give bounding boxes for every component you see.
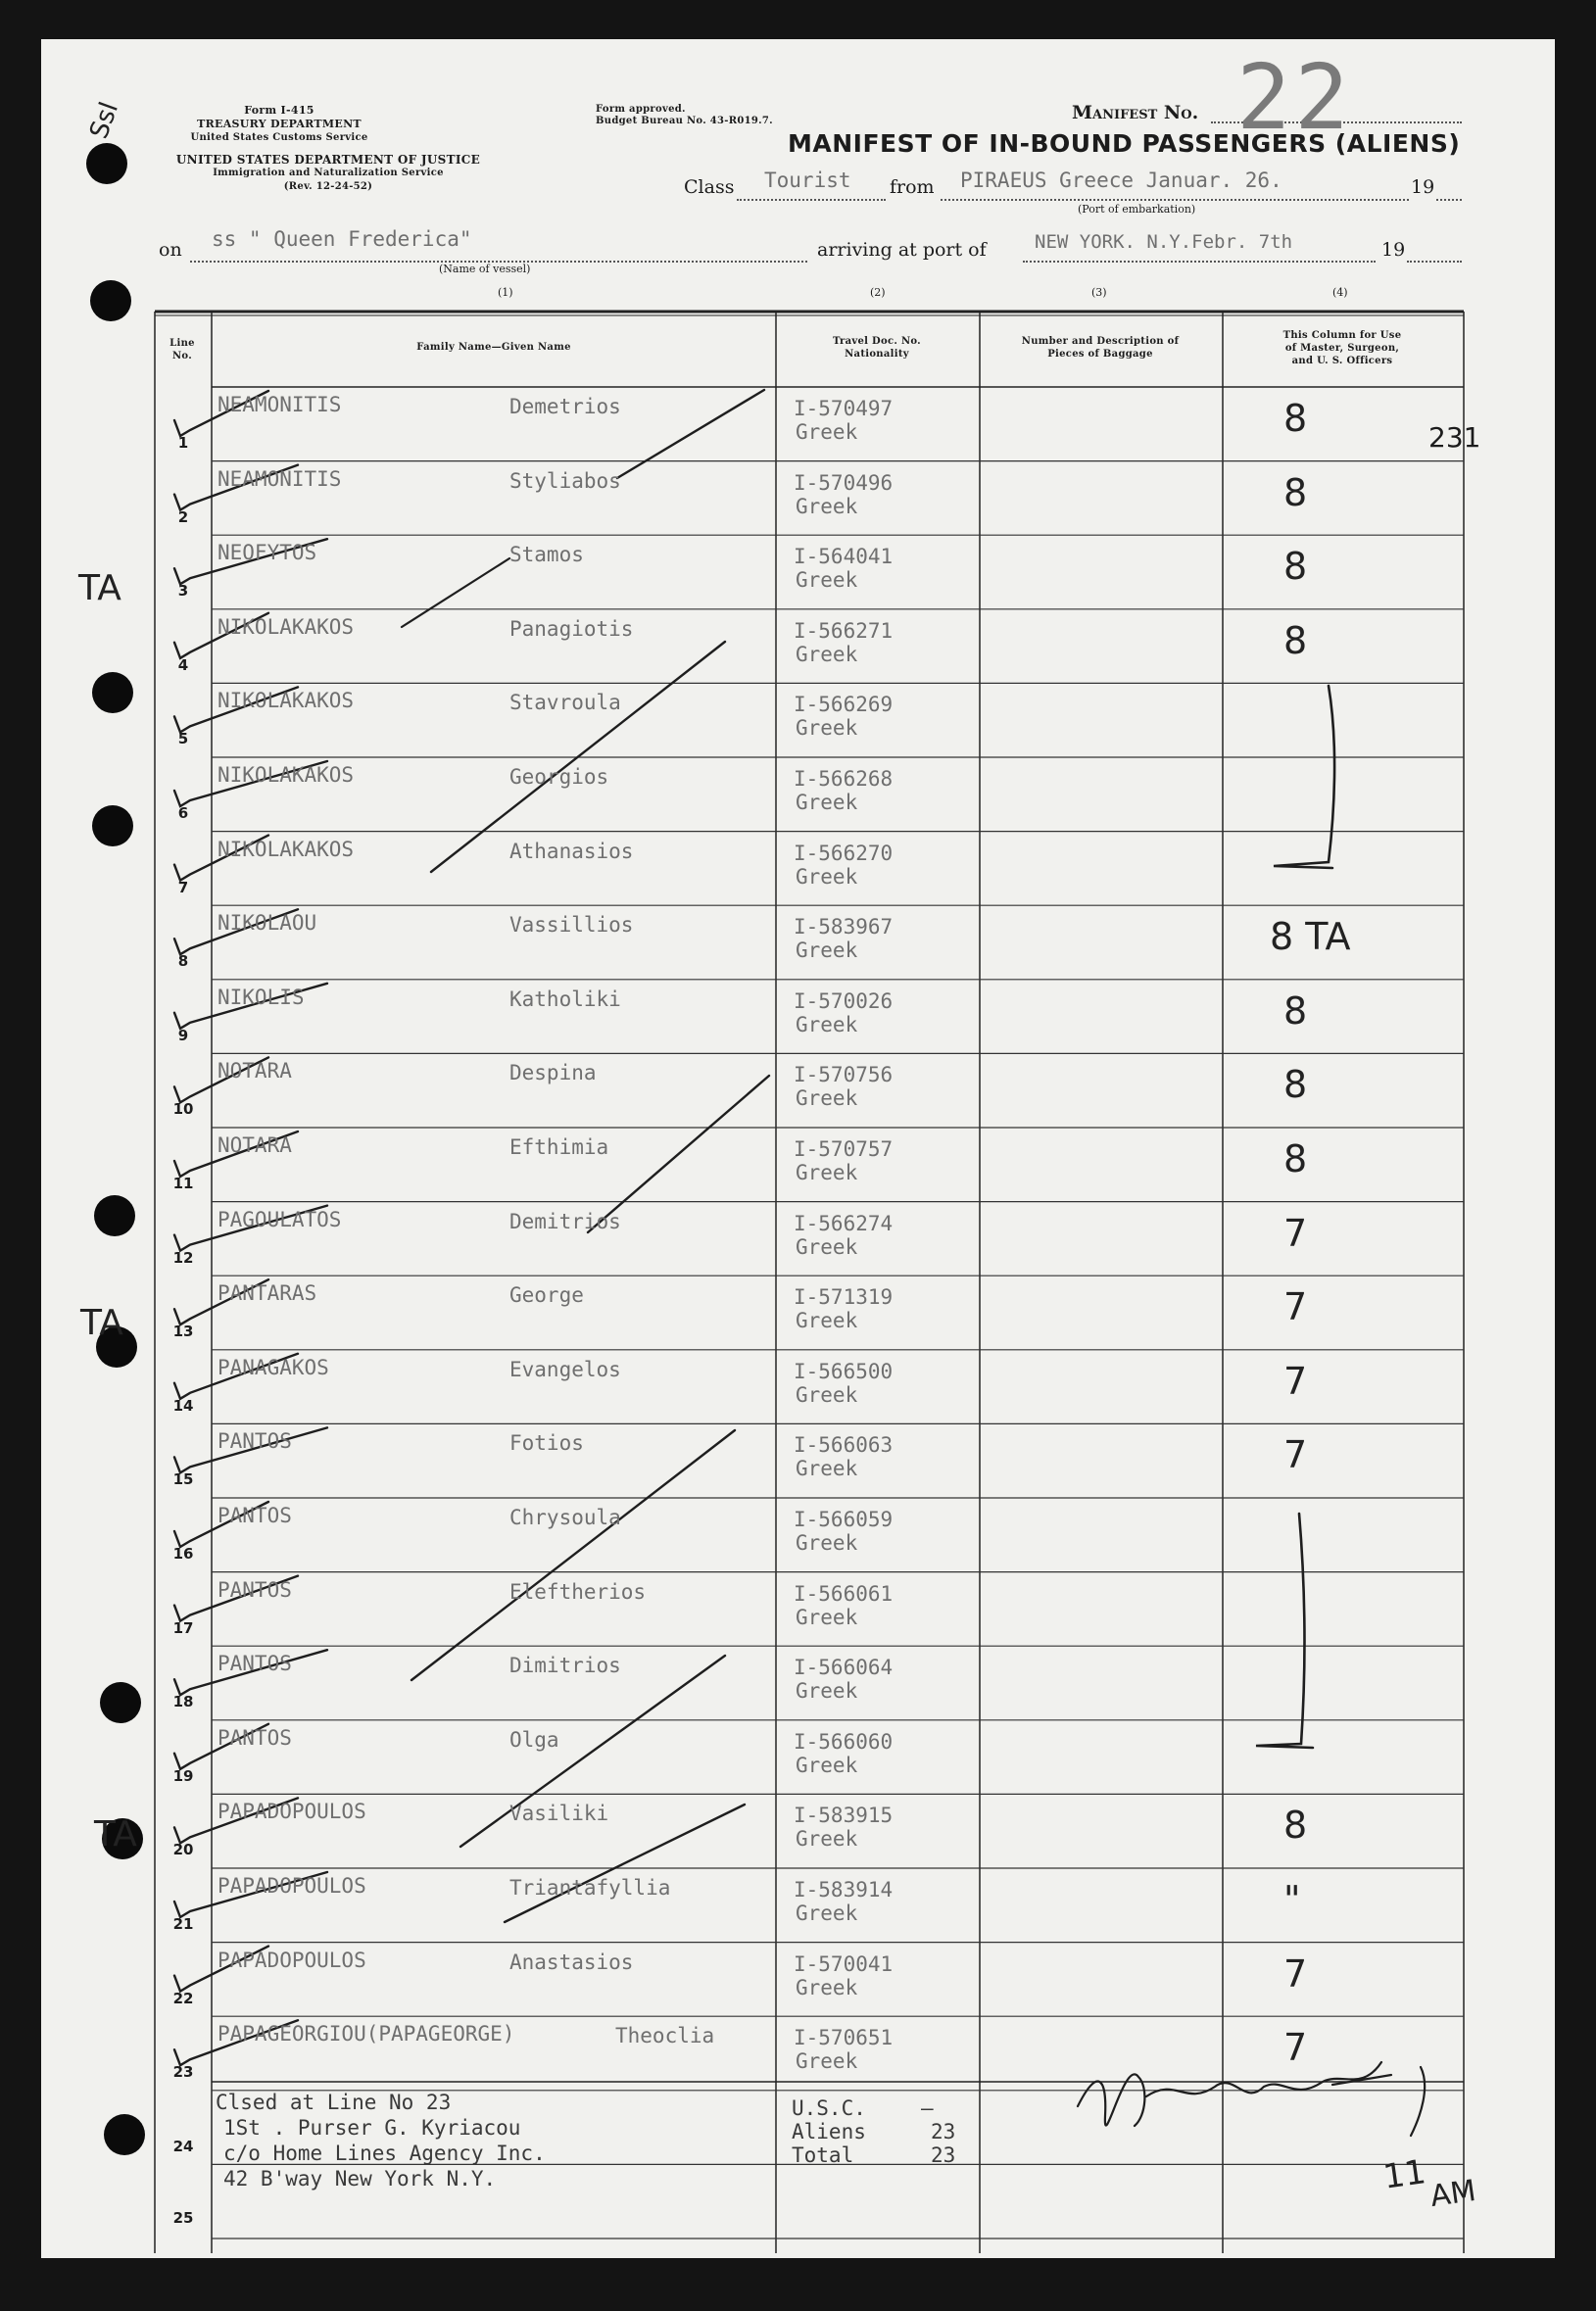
row-line-number: 14 xyxy=(172,1396,194,1415)
nationality: Greek xyxy=(796,1309,858,1333)
given-name: Despina xyxy=(509,1061,597,1085)
given-name: Olga xyxy=(509,1727,559,1752)
manifest-number: 22 xyxy=(1236,45,1353,150)
immigration-service: Immigration and Naturalization Service xyxy=(213,168,444,178)
strike-mark xyxy=(402,558,509,627)
justice-dept: UNITED STATES DEPARTMENT OF JUSTICE xyxy=(175,153,481,167)
officer-mark: 7 xyxy=(1283,2026,1308,2070)
family-name: NOTARA xyxy=(218,1059,292,1083)
class-label: Class xyxy=(684,176,735,198)
nationality: Greek xyxy=(796,642,858,666)
vessel-caption: (Name of vessel) xyxy=(439,263,531,275)
travel-doc-no: I-566063 xyxy=(794,1433,894,1458)
col-head-baggage: Number and Description of Pieces of Baggage xyxy=(1021,336,1180,360)
col-num-3: (3) xyxy=(1091,286,1107,299)
nationality: Greek xyxy=(796,1382,858,1407)
row-line-number: 20 xyxy=(172,1841,194,1859)
aliens-value: 23 xyxy=(931,2120,956,2143)
nationality: Greek xyxy=(796,1086,858,1111)
given-name: Triantafyllia xyxy=(509,1876,671,1900)
officer-mark: 8 xyxy=(1283,618,1308,662)
row-line-number: 23 xyxy=(172,2063,194,2082)
travel-doc-no: I-566274 xyxy=(794,1211,894,1235)
travel-doc-no: I-566500 xyxy=(794,1359,894,1383)
strike-mark xyxy=(411,1430,735,1680)
page-stamp: 231 xyxy=(1428,421,1481,454)
given-name: Demetrios xyxy=(509,395,621,418)
from-label: from xyxy=(890,176,935,198)
budget-bureau: Budget Bureau No. 43-R019.7. xyxy=(596,116,773,126)
treasury-dept: TREASURY DEPARTMENT xyxy=(197,118,362,130)
ditto-bracket xyxy=(1274,686,1334,868)
row-line-number: 21 xyxy=(172,1915,194,1933)
travel-doc-no: I-570651 xyxy=(794,2026,894,2050)
arrival-time: 11 xyxy=(1380,2152,1428,2197)
row-line-number: 3 xyxy=(177,582,189,601)
officer-mark: 7 xyxy=(1283,1951,1308,1996)
travel-doc-no: I-570757 xyxy=(794,1137,894,1161)
officer-mark: 7 xyxy=(1283,1359,1308,1403)
row-line-number: 22 xyxy=(172,1989,194,2007)
inspector-signature xyxy=(1078,2062,1425,2136)
travel-doc-no: I-571319 xyxy=(794,1285,894,1310)
margin-note-ta: TA xyxy=(80,1303,123,1343)
arriving-value: NEW YORK. N.Y.Febr. 7th xyxy=(1035,231,1293,253)
nationality: Greek xyxy=(796,939,858,963)
vessel-name: ss " Queen Frederica" xyxy=(212,227,472,251)
purser-name: 1St . Purser G. Kyriacou xyxy=(223,2116,521,2140)
officer-mark: 8 xyxy=(1283,988,1308,1033)
given-name: Katholiki xyxy=(509,987,621,1011)
manifest-title: MANIFEST OF IN-BOUND PASSENGERS (ALIENS) xyxy=(788,129,1461,158)
given-name: Dimitrios xyxy=(509,1654,621,1678)
given-name: Anastasios xyxy=(509,1950,634,1974)
given-name: Demitrios xyxy=(509,1209,621,1233)
travel-doc-no: I-566269 xyxy=(794,693,894,717)
row-number-25: 25 xyxy=(172,2209,194,2227)
nationality: Greek xyxy=(796,2049,858,2074)
row-number-24: 24 xyxy=(172,2138,194,2155)
nationality: Greek xyxy=(796,864,858,889)
strike-mark xyxy=(617,390,764,478)
total-value: 23 xyxy=(931,2143,956,2167)
on-label: on xyxy=(159,239,182,261)
col-head-line: Line No. xyxy=(169,338,195,361)
port-caption: (Port of embarkation) xyxy=(1078,203,1196,216)
travel-doc-no: I-566064 xyxy=(794,1656,894,1680)
margin-note-ta: TA xyxy=(78,568,121,608)
family-name: NOTARA xyxy=(218,1133,292,1157)
form-number: Form I-415 xyxy=(244,104,314,117)
travel-doc-no: I-566060 xyxy=(794,1729,894,1754)
closed-at-line: Clsed at Line No 23 xyxy=(216,2091,452,2114)
row-line-number: 19 xyxy=(172,1766,194,1785)
given-name: Georgios xyxy=(509,765,609,789)
given-name: Athanasios xyxy=(509,839,634,863)
travel-doc-no: I-570496 xyxy=(794,470,894,495)
travel-doc-no: I-583915 xyxy=(794,1804,894,1828)
aliens-label: Aliens xyxy=(792,2120,866,2143)
family-name: NEOFYTOS xyxy=(218,541,317,565)
nationality: Greek xyxy=(796,494,858,518)
col-head-travel: Travel Doc. No. Nationality xyxy=(833,336,921,360)
nationality: Greek xyxy=(796,791,858,814)
ditto-bracket xyxy=(1256,1514,1313,1748)
from-value: PIRAEUS Greece Januar. 26. xyxy=(960,169,1282,192)
usc-label: U.S.C. xyxy=(792,2096,866,2120)
margin-note-corner: Ssl xyxy=(84,98,125,143)
officer-mark: 8 xyxy=(1283,545,1308,589)
given-name: Styliabos xyxy=(509,468,621,493)
family-name: PANTOS xyxy=(218,1504,292,1527)
travel-doc-no: I-583967 xyxy=(794,915,894,939)
family-name: NIKOLAOU xyxy=(218,911,317,936)
travel-doc-no: I-583914 xyxy=(794,1878,894,1902)
given-name: George xyxy=(509,1283,584,1308)
row-line-number: 16 xyxy=(172,1545,194,1563)
row-line-number: 10 xyxy=(172,1100,194,1119)
arriving-year: 19 xyxy=(1381,239,1406,261)
family-name: PANTOS xyxy=(218,1429,292,1454)
col-num-4: (4) xyxy=(1332,286,1348,299)
row-line-number: 15 xyxy=(172,1470,194,1489)
from-year: 19 xyxy=(1411,176,1435,198)
family-name: PAPAGEORGIOU(PAPAGEORGE) xyxy=(218,2022,515,2046)
nationality: Greek xyxy=(796,420,858,444)
nationality: Greek xyxy=(796,1679,858,1704)
nationality: Greek xyxy=(796,1161,858,1184)
travel-doc-no: I-570041 xyxy=(794,1951,894,1976)
row-line-number: 13 xyxy=(172,1323,194,1341)
given-name: Efthimia xyxy=(509,1135,609,1159)
travel-doc-no: I-564041 xyxy=(794,545,894,569)
row-line-number: 6 xyxy=(177,804,189,822)
family-name: PANTOS xyxy=(218,1652,292,1676)
officer-mark: 8 TA xyxy=(1270,915,1351,959)
family-name: NEAMONITIS xyxy=(218,393,342,416)
row-line-number: 17 xyxy=(172,1618,194,1637)
nationality: Greek xyxy=(796,1234,858,1259)
family-name: PANTARAS xyxy=(218,1281,317,1306)
officer-mark: 8 xyxy=(1283,1063,1308,1107)
nationality: Greek xyxy=(796,1902,858,1925)
arriving-label: arriving at port of xyxy=(817,239,987,261)
row-line-number: 7 xyxy=(177,878,189,896)
travel-doc-no: I-570756 xyxy=(794,1063,894,1087)
nationality: Greek xyxy=(796,716,858,741)
family-name: NIKOLAKAKOS xyxy=(218,614,355,639)
family-name: NEAMONITIS xyxy=(218,466,342,491)
given-name: Stavroula xyxy=(509,691,621,715)
officer-mark: 8 xyxy=(1283,1137,1308,1180)
family-name: PAPADOPOULOS xyxy=(218,1874,366,1898)
nationality: Greek xyxy=(796,1531,858,1555)
family-name: NIKOLAKAKOS xyxy=(218,763,355,787)
given-name: Vassillios xyxy=(509,913,634,938)
row-line-number: 11 xyxy=(172,1175,194,1192)
nationality: Greek xyxy=(796,568,858,593)
given-name: Chrysoula xyxy=(509,1506,621,1529)
col-num-2: (2) xyxy=(870,286,886,299)
travel-doc-no: I-566271 xyxy=(794,618,894,643)
row-line-number: 8 xyxy=(177,952,189,971)
family-name: PANAGAKOS xyxy=(218,1355,329,1379)
row-line-number: 12 xyxy=(172,1248,194,1267)
given-name: Panagiotis xyxy=(509,616,634,641)
family-name: PAGOULATOS xyxy=(218,1207,342,1231)
travel-doc-no: I-566061 xyxy=(794,1581,894,1606)
agency-name: c/o Home Lines Agency Inc. xyxy=(223,2142,546,2165)
officer-mark: 8 xyxy=(1283,470,1308,514)
family-name: PANTOS xyxy=(218,1725,292,1750)
nationality: Greek xyxy=(796,1753,858,1777)
row-line-number: 18 xyxy=(172,1693,194,1711)
row-line-number: 2 xyxy=(177,507,189,526)
margin-note-ta: TA xyxy=(94,1814,137,1854)
usc-value: — xyxy=(921,2096,934,2120)
class-value: Tourist xyxy=(764,169,851,192)
given-name: Vasiliki xyxy=(509,1802,609,1826)
nationality: Greek xyxy=(796,1012,858,1036)
given-name: Eleftherios xyxy=(509,1579,647,1604)
officer-mark: 7 xyxy=(1283,1433,1308,1477)
family-name: NIKOLAKAKOS xyxy=(218,689,355,713)
nationality: Greek xyxy=(796,1605,858,1629)
officer-mark: " xyxy=(1283,1878,1301,1921)
family-name: PAPADOPOULOS xyxy=(218,1800,366,1824)
officer-mark: 8 xyxy=(1283,397,1308,440)
customs-service: United States Customs Service xyxy=(190,132,368,143)
family-name: NIKOLAKAKOS xyxy=(218,837,355,861)
arrival-time-suffix: AM xyxy=(1427,2173,1478,2215)
nationality: Greek xyxy=(796,1975,858,1999)
family-name: NIKOLIS xyxy=(218,985,305,1009)
col-head-officers: This Column for Use of Master, Surgeon, and U. S. Officers xyxy=(1282,330,1402,366)
col-num-1: (1) xyxy=(498,286,513,299)
form-approved: Form approved. xyxy=(596,104,686,115)
officer-mark: 7 xyxy=(1283,1285,1308,1329)
col-head-name: Family Name—Given Name xyxy=(416,342,571,353)
family-name: PANTOS xyxy=(218,1577,292,1602)
officer-mark: 8 xyxy=(1283,1804,1308,1848)
row-line-number: 9 xyxy=(177,1026,189,1044)
family-name: PAPADOPOULOS xyxy=(218,1948,366,1972)
given-name: Stamos xyxy=(509,543,584,567)
nationality: Greek xyxy=(796,1827,858,1852)
given-name: Theoclia xyxy=(615,2024,715,2048)
row-line-number: 5 xyxy=(177,730,189,748)
travel-doc-no: I-566059 xyxy=(794,1508,894,1531)
manifest-no-label: Manifest No. xyxy=(1072,102,1199,123)
given-name: Evangelos xyxy=(509,1357,621,1381)
travel-doc-no: I-566268 xyxy=(794,767,894,791)
travel-doc-no: I-570026 xyxy=(794,988,894,1013)
row-line-number: 4 xyxy=(177,655,189,674)
total-label: Total xyxy=(792,2143,854,2167)
agency-address: 42 B'way New York N.Y. xyxy=(223,2167,497,2191)
officer-mark: 7 xyxy=(1283,1211,1308,1255)
row-line-number: 1 xyxy=(177,434,189,452)
travel-doc-no: I-566270 xyxy=(794,841,894,865)
given-name: Fotios xyxy=(509,1431,584,1456)
nationality: Greek xyxy=(796,1457,858,1481)
travel-doc-no: I-570497 xyxy=(794,397,894,420)
revision-date: (Rev. 12-24-52) xyxy=(283,181,373,192)
